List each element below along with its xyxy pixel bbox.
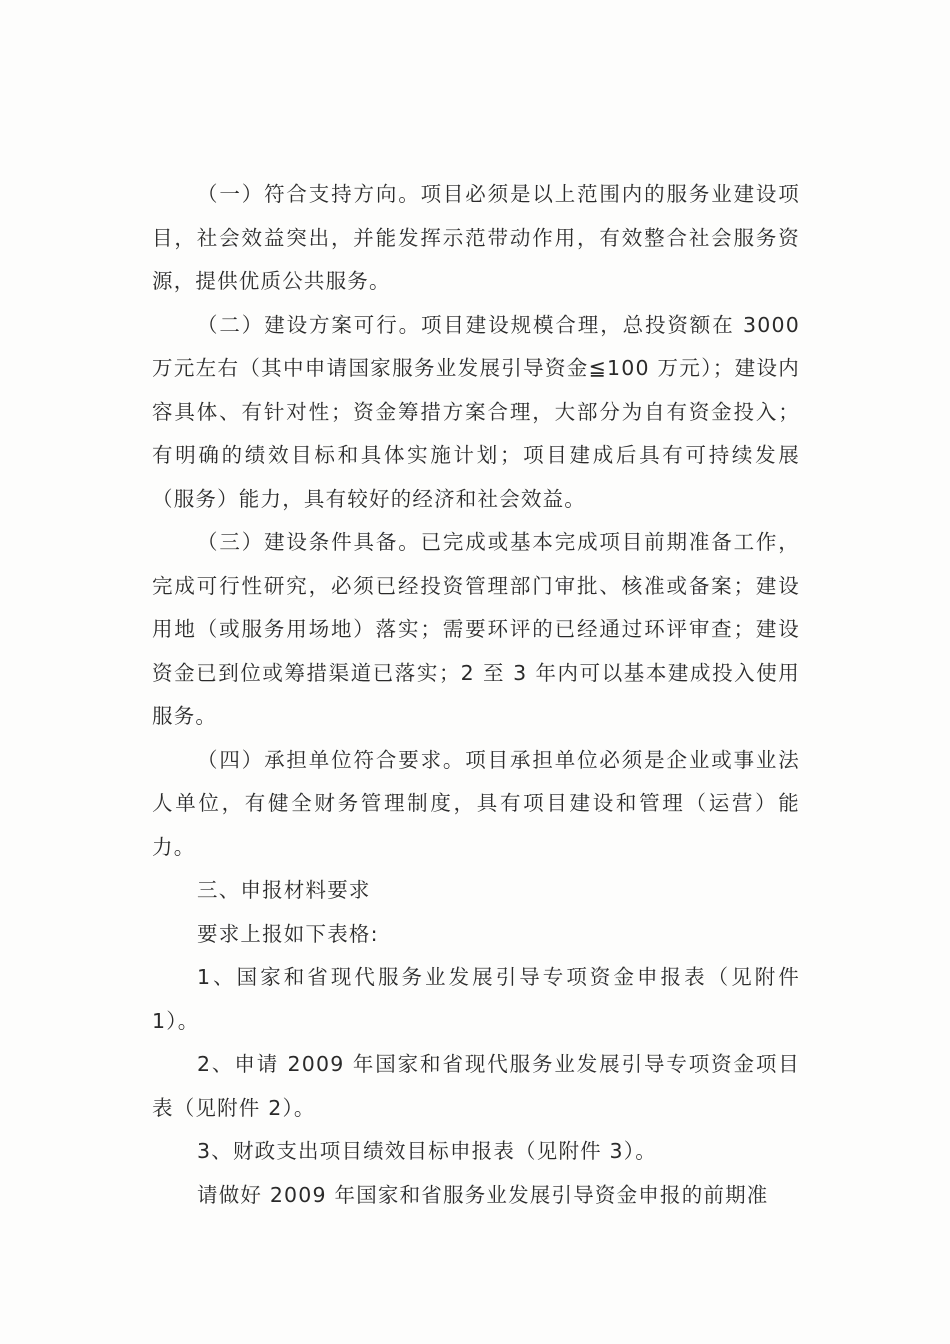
paragraph-forms-intro: 要求上报如下表格: — [197, 921, 379, 946]
list-item-form-1: 1、国家和省现代服务业发展引导专项资金申报表（见附件 1）。 — [152, 965, 800, 1033]
list-item-form-2: 2、申请 2009 年国家和省现代服务业发展引导专项资金项目表（见附件 2）。 — [152, 1052, 800, 1120]
paragraph-construction-conditions: （三）建设条件具备。已完成或基本完成项目前期准备工作，完成可行性研究，必须已经投资管理部门审批、核准或备案；建设用地（或服务用场地）落实；需要环评的已经通过环评审查；建设资金已到位或筹措渠道已落实；2 至 3 年内可以基本建成投入使用服务。 — [152, 530, 800, 728]
paragraph-preparation: 请做好 2009 年国家和省服务业发展引导资金申报的前期准 — [197, 1182, 769, 1207]
list-item-form-3: 3、财政支出项目绩效目标申报表（见附件 3）。 — [197, 1139, 657, 1163]
paragraph-undertaking-unit: （四）承担单位符合要求。项目承担单位必须是企业或事业法人单位，有健全财务管理制度，具有项目建设和管理（运营）能力。 — [152, 747, 800, 859]
section-heading-materials: 三、申报材料要求 — [197, 878, 371, 902]
paragraph-support-direction: （一）符合支持方向。项目必须是以上范围内的服务业建设项目，社会效益突出，并能发挥示范带动作用，有效整合社会服务资源，提供优质公共服务。 — [152, 182, 800, 293]
paragraph-construction-plan: （二）建设方案可行。项目建设规模合理，总投资额在 3000 万元左右（其中申请国家服务业发展引导资金≦100 万元）；建设内容具体、有针对性；资金筹措方案合理，大部分为自有资金投入；有明确的绩效目标和具体实施计划；项目建成后具有可持续发展（服务）能力，具有较好的经济和社会效益。 — [152, 312, 800, 511]
document-body — [152, 173, 800, 1217]
